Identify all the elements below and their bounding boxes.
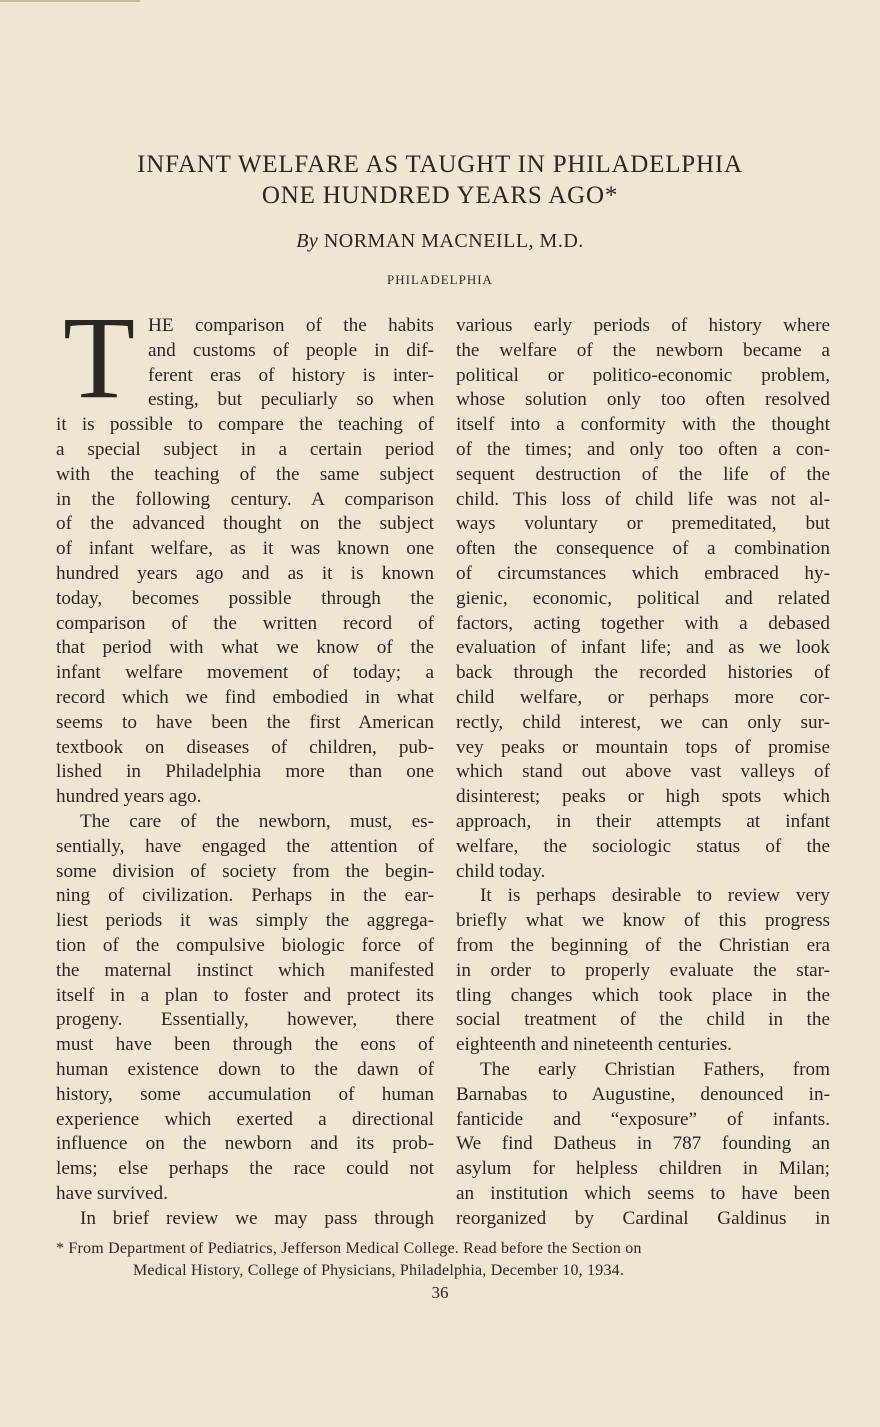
text-line: the welfare of the newborn became a <box>456 339 830 361</box>
text-line: often the consequence of a combination <box>456 538 830 560</box>
text-line: back through the recorded histories of <box>456 662 830 684</box>
text-line: lished in Philadelphia more than one <box>56 761 434 783</box>
text-line: welfare, the sociologic status of the <box>456 835 830 857</box>
text-line: history, some accumulation of human <box>56 1083 434 1105</box>
text-line: in order to properly evaluate the star- <box>456 959 830 981</box>
text-line: of the advanced thought on the subject <box>56 513 434 535</box>
text-line: child today. <box>456 860 546 882</box>
drop-cap: T <box>62 292 136 423</box>
text-line: which stand out above vast valleys of <box>456 761 830 783</box>
text-line: liest periods it was simply the aggrega- <box>56 910 434 932</box>
byline-by: By <box>296 230 319 252</box>
text-line: We find Datheus in 787 founding an <box>456 1133 830 1155</box>
text-line: political or politico-economic problem, <box>456 364 830 386</box>
author-name: NORMAN MACNEILL, M.D. <box>323 230 584 252</box>
text-line: and customs of people in dif- <box>148 339 434 361</box>
text-line: influence on the newborn and its prob- <box>56 1133 434 1155</box>
text-line: must have been through the eons of <box>56 1034 434 1056</box>
text-line: Barnabas to Augustine, denounced in- <box>456 1083 830 1105</box>
text-line: social treatment of the child in the <box>456 1009 830 1031</box>
article-title-line-2: ONE HUNDRED YEARS AGO* <box>261 182 619 209</box>
text-line: whose solution only too often resolved <box>456 389 830 411</box>
text-line: infant welfare movement of today; a <box>56 662 434 684</box>
text-line: The care of the newborn, must, es- <box>80 811 434 832</box>
text-line: fanticide and “exposure” of infants. <box>456 1108 830 1130</box>
text-line: progeny. Essentially, however, there <box>56 1009 434 1031</box>
text-line: of circumstances which embraced hy- <box>456 563 830 584</box>
text-line: ways voluntary or premeditated, but <box>456 513 830 535</box>
text-line: various early periods of history where <box>456 315 830 336</box>
text-line: eighteenth and nineteenth centuries. <box>456 1034 732 1056</box>
text-line: It is perhaps desirable to review very <box>480 885 830 907</box>
text-line: a special subject in a certain period <box>56 439 434 460</box>
text-line: today, becomes possible through the <box>56 587 434 609</box>
text-line: seems to have been the first American <box>56 711 434 733</box>
text-line: hundred years ago and as it is known <box>56 563 434 584</box>
text-line: factors, acting together with a debased <box>456 612 830 634</box>
article-title-line-1: INFANT WELFARE AS TAUGHT IN PHILADELPHIA <box>137 151 743 178</box>
text-line: an institution which seems to have been <box>456 1183 830 1204</box>
text-line: vey peaks or mountain tops of promise <box>456 736 830 758</box>
text-line: HE comparison of the habits <box>148 315 434 336</box>
text-line: from the beginning of the Christian era <box>456 935 830 956</box>
text-line: gienic, economic, political and related <box>456 587 830 609</box>
text-line: sequent destruction of the life of the <box>456 463 830 485</box>
text-line: rectly, child interest, we can only sur- <box>456 711 830 733</box>
text-line: of the times; and only too often a con- <box>456 439 830 460</box>
text-line: ning of civilization. Perhaps in the ear- <box>56 885 434 907</box>
text-line: The early Christian Fathers, from <box>480 1059 830 1080</box>
text-line: approach, in their attempts at infant <box>456 811 830 832</box>
text-line: that period with what we know of the <box>56 637 434 659</box>
text-line: lems; else perhaps the race could not <box>56 1158 434 1180</box>
author-location: PHILADELPHIA <box>387 272 493 287</box>
text-line: itself into a conformity with the thought <box>456 414 830 436</box>
text-line: have survived. <box>56 1183 168 1204</box>
text-line: tion of the compulsive biologic force of <box>56 935 434 956</box>
text-line: it is possible to compare the teaching of <box>56 414 434 436</box>
text-line: asylum for helpless children in Milan; <box>456 1158 830 1180</box>
text-line: In brief review we may pass through <box>80 1207 434 1229</box>
text-line: tling changes which took place in the <box>456 984 830 1006</box>
text-line: the maternal instinct which manifested <box>56 959 434 981</box>
text-line: disinterest; peaks or high spots which <box>456 786 830 808</box>
page-number: 36 <box>431 1283 449 1302</box>
footnote-line: * From Department of Pediatrics, Jefferson Medical College. Read before the Section on <box>56 1240 642 1257</box>
text-line: comparison of the written record of <box>56 612 434 634</box>
footnote-line: Medical History, College of Physicians, Philadelphia, December 10, 1934. <box>133 1262 625 1279</box>
text-line: briefly what we know of this progress <box>456 910 830 932</box>
text-line: experience which exerted a directional <box>56 1108 434 1130</box>
text-line: human existence down to the dawn of <box>56 1059 434 1080</box>
text-line: some division of society from the begin- <box>56 860 434 882</box>
text-line: itself in a plan to foster and protect its <box>56 984 434 1006</box>
text-line: ferent eras of history is inter- <box>148 364 434 386</box>
text-line: child welfare, or perhaps more cor- <box>456 687 830 708</box>
text-line: record which we find embodied in what <box>56 687 434 708</box>
text-line: with the teaching of the same subject <box>56 463 434 485</box>
text-line: textbook on diseases of children, pub- <box>56 736 434 758</box>
text-line: reorganized by Cardinal Galdinus in <box>456 1207 830 1229</box>
text-line: hundred years ago. <box>56 786 202 808</box>
text-line: of infant welfare, as it was known one <box>56 538 434 560</box>
text-line: evaluation of infant life; and as we look <box>456 637 830 659</box>
text-line: in the following century. A comparison <box>56 488 434 510</box>
text-line: child. This loss of child life was not al- <box>456 488 830 510</box>
byline <box>0 230 880 253</box>
top-edge-rule <box>0 0 140 2</box>
text-line: esting, but peculiarly so when <box>148 389 434 411</box>
text-line: sentially, have engaged the attention of <box>56 835 434 857</box>
